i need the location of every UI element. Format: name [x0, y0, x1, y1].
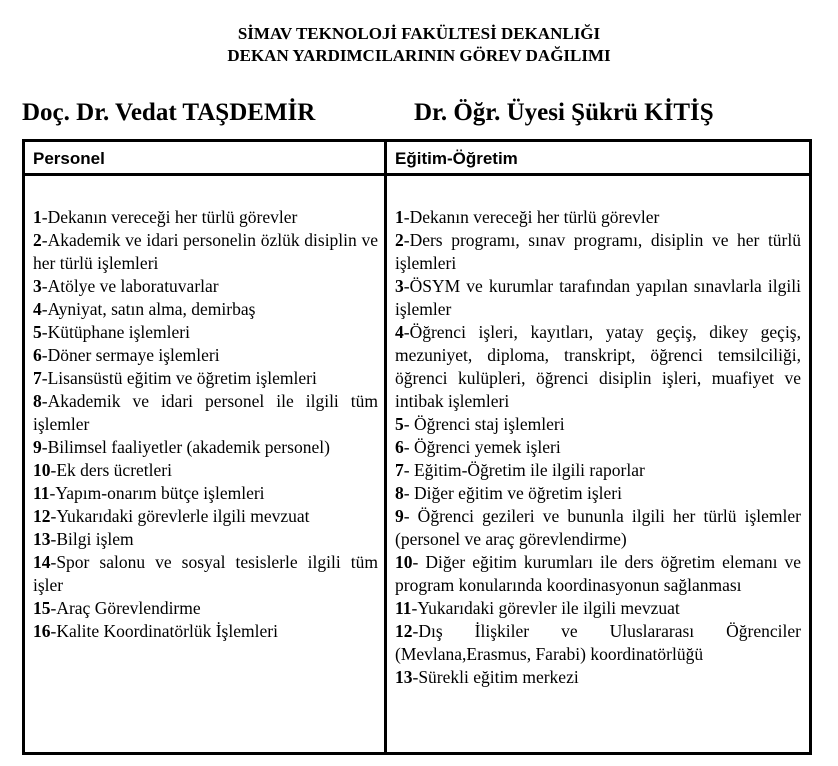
duty-text: -Akademik ve idari personelin özlük disiplin ve her türlü işlemleri — [33, 230, 378, 273]
duty-text: -Spor salonu ve sosyal tesislerle ilgili tüm işler — [33, 552, 378, 595]
duty-number: 3 — [395, 276, 404, 296]
duty-text: -Yukarıdaki görevlerle ilgili mevzuat — [50, 506, 310, 526]
left-duty-cell — [24, 175, 386, 754]
duty-text: -Dekanın vereceği her türlü görevler — [41, 207, 298, 227]
duty-text: -Sürekli eğitim merkezi — [412, 667, 579, 687]
duty-text: -Lisansüstü eğitim ve öğretim işlemleri — [41, 368, 317, 388]
duty-table — [22, 139, 812, 755]
right-duty-item — [395, 321, 801, 413]
duty-number: 11 — [395, 598, 412, 618]
right-duty-list — [395, 206, 801, 689]
left-duty-item — [33, 482, 378, 505]
duty-number: 5 — [33, 322, 42, 342]
duty-text: -Öğrenci işleri, kayıtları, yatay geçiş, dikey geçiş, mezuniyet, diploma, transkript, öğrenci temsilciliği, öğrenci kulüpleri, öğrenci disiplin işleri, muafiyet ve intibak işlemleri — [395, 322, 801, 411]
duty-number: 5 — [395, 414, 404, 434]
duty-text: -Ek ders ücretleri — [50, 460, 172, 480]
duty-text: - Diğer eğitim ve öğretim işleri — [403, 483, 622, 503]
right-duty-item — [395, 505, 801, 551]
duty-text: -Ders programı, sınav programı, disiplin ve her türlü işlemleri — [395, 230, 801, 273]
duty-text: -Akademik ve idari personel ile ilgili tüm işlemler — [33, 391, 378, 434]
left-duty-item — [33, 620, 378, 643]
duty-text: -ÖSYM ve kurumlar tarafından yapılan sınavlarla ilgili işlemler — [395, 276, 801, 319]
duty-text: -Yapım-onarım bütçe işlemleri — [49, 483, 265, 503]
left-duty-item — [33, 528, 378, 551]
duty-number: 6 — [395, 437, 404, 457]
duty-text: -Araç Görevlendirme — [50, 598, 201, 618]
left-duty-item — [33, 459, 378, 482]
document-title-line1: SİMAV TEKNOLOJİ FAKÜLTESİ DEKANLIĞI — [237, 24, 601, 43]
duty-text: -Bilgi işlem — [50, 529, 134, 549]
left-person-name: Doç. Dr. Vedat TAŞDEMİR — [22, 99, 316, 126]
duty-text: -Bilimsel faaliyetler (akademik personel) — [41, 437, 330, 457]
right-duty-item — [395, 666, 801, 689]
left-duty-item — [33, 344, 378, 367]
left-duty-item — [33, 206, 378, 229]
duty-text: -Dış İlişkiler ve Uluslararası Öğrenciler (Mevlana,Erasmus, Farabi) koordinatörlüğü — [395, 621, 801, 664]
duty-text: -Ayniyat, satın alma, demirbaş — [41, 299, 256, 319]
duty-text: -Yukarıdaki görevler ile ilgili mevzuat — [411, 598, 680, 618]
duty-number: 12 — [395, 621, 413, 641]
left-duty-item — [33, 275, 378, 298]
duty-text: - Öğrenci yemek işleri — [403, 437, 561, 457]
duty-number: 2 — [395, 230, 404, 250]
duty-number: 13 — [33, 529, 51, 549]
right-duty-item — [395, 436, 801, 459]
left-duty-item — [33, 597, 378, 620]
right-duty-item — [395, 206, 801, 229]
duty-number: 3 — [33, 276, 42, 296]
duty-number: 11 — [33, 483, 50, 503]
duty-number: 4 — [395, 322, 404, 342]
duty-text: -Atölye ve laboratuvarlar — [41, 276, 219, 296]
left-duty-item — [33, 551, 378, 597]
duty-text: - Eğitim-Öğretim ile ilgili raporlar — [403, 460, 645, 480]
left-duty-item — [33, 229, 378, 275]
right-person-name: Dr. Öğr. Üyesi Şükrü KİTİŞ — [414, 99, 714, 126]
right-duty-item — [395, 275, 801, 321]
document-title-line2: DEKAN YARDIMCILARININ GÖREV DAĞILIMI — [227, 46, 611, 65]
duty-number: 14 — [33, 552, 51, 572]
duty-text: -Kütüphane işlemleri — [41, 322, 190, 342]
left-duty-item — [33, 390, 378, 436]
duty-number: 8 — [395, 483, 404, 503]
duty-number: 15 — [33, 598, 51, 618]
duty-number: 10 — [33, 460, 51, 480]
left-duty-item — [33, 367, 378, 390]
duty-number: 12 — [33, 506, 51, 526]
duty-number: 1 — [395, 207, 404, 227]
left-duty-item — [33, 321, 378, 344]
left-duty-item — [33, 436, 378, 459]
duty-number: 2 — [33, 230, 42, 250]
duty-text: - Diğer eğitim kurumları ile ders öğretim elemanı ve program konularında koordinasyonun sağlanması — [395, 552, 801, 595]
duty-number: 9 — [33, 437, 42, 457]
duty-number: 6 — [33, 345, 42, 365]
duty-text: - Öğrenci gezileri ve bununla ilgili her türlü işlemler (personel ve araç görevlendirme) — [395, 506, 801, 549]
left-duty-item — [33, 298, 378, 321]
right-duty-item — [395, 459, 801, 482]
column-heading-personel: Personel — [24, 141, 386, 175]
right-duty-item — [395, 620, 801, 666]
right-duty-item — [395, 482, 801, 505]
duty-number: 4 — [33, 299, 42, 319]
duty-number: 7 — [33, 368, 42, 388]
left-duty-list — [33, 206, 378, 643]
duty-number: 13 — [395, 667, 413, 687]
duty-number: 16 — [33, 621, 51, 641]
duty-number: 10 — [395, 552, 413, 572]
column-heading-egitim-ogretim: Eğitim-Öğretim — [386, 141, 811, 175]
duty-text: -Kalite Koordinatörlük İşlemleri — [50, 621, 278, 641]
duty-number: 9 — [395, 506, 404, 526]
left-duty-item — [33, 505, 378, 528]
duty-text: - Öğrenci staj işlemleri — [403, 414, 565, 434]
duty-number: 1 — [33, 207, 42, 227]
duty-number: 7 — [395, 460, 404, 480]
right-duty-item — [395, 597, 801, 620]
duty-text: -Döner sermaye işlemleri — [41, 345, 220, 365]
right-duty-item — [395, 229, 801, 275]
duty-text: -Dekanın vereceği her türlü görevler — [403, 207, 660, 227]
right-duty-item — [395, 413, 801, 436]
duty-number: 8 — [33, 391, 42, 411]
right-duty-cell — [386, 175, 811, 754]
right-duty-item — [395, 551, 801, 597]
